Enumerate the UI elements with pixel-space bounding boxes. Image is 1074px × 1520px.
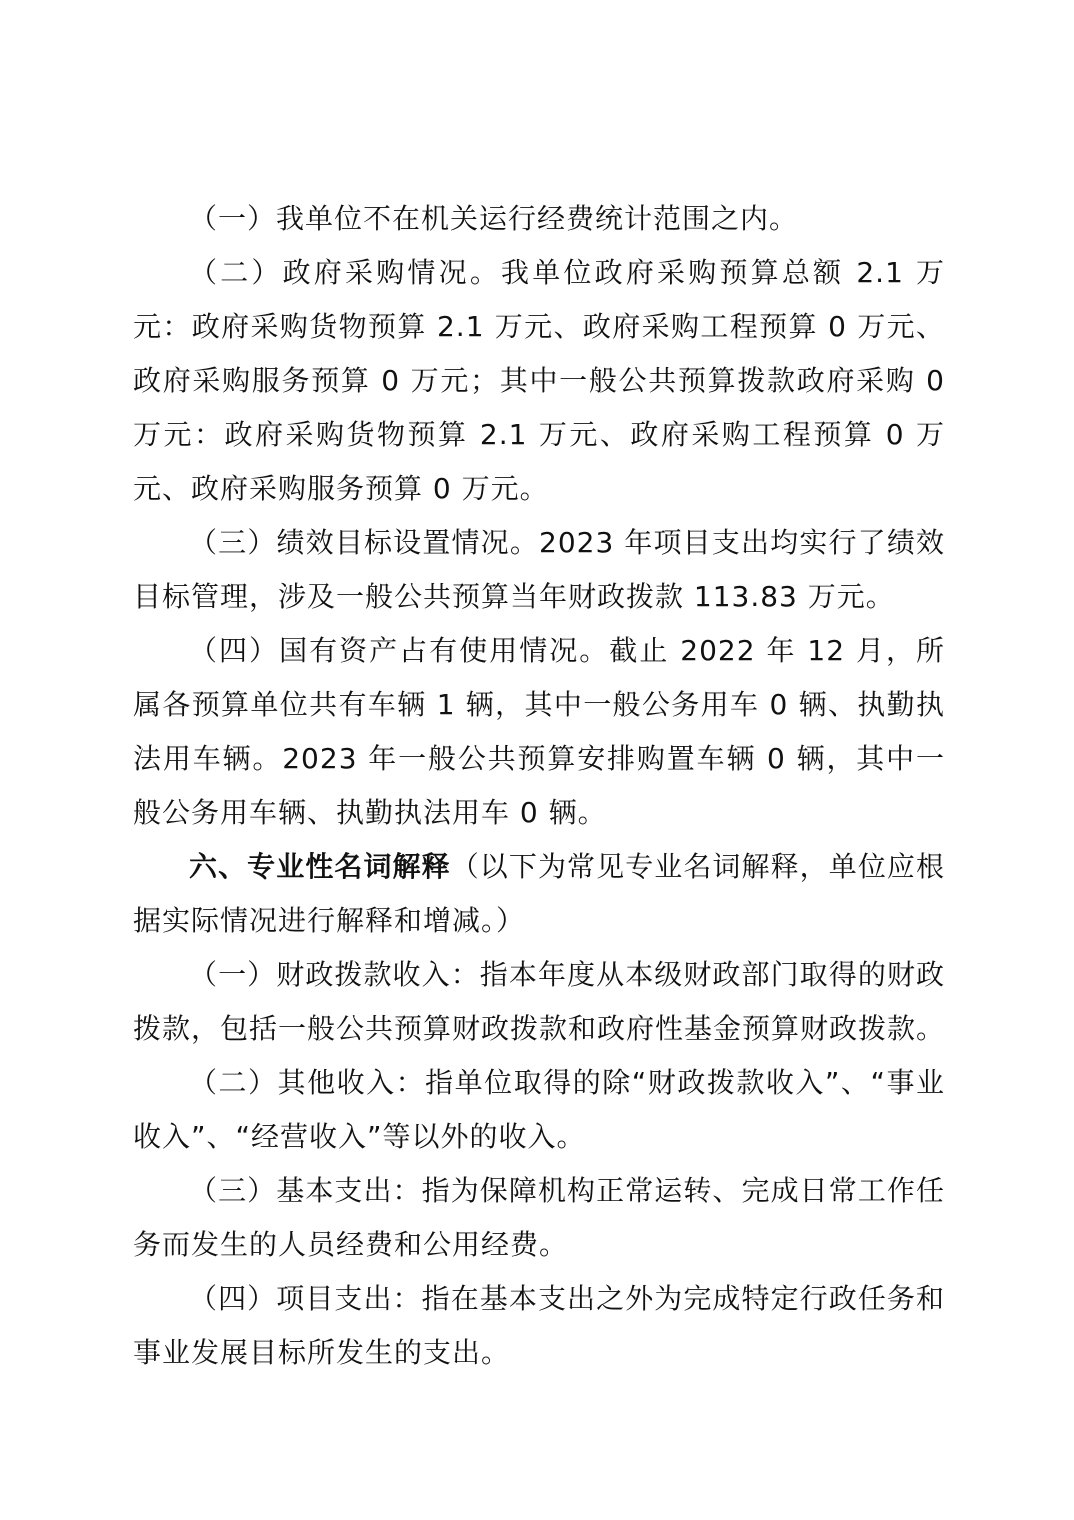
definition-basic-expenditure: （三）基本支出：指为保障机构正常运转、完成日常工作任务而发生的人员经费和公用经费。: [133, 1174, 945, 1261]
document-body: [133, 192, 945, 1380]
section-six-heading: 六、专业性名词解释: [189, 850, 451, 883]
paragraph-state-assets: （四）国有资产占有使用情况。截止 2022 年 12 月，所属各预算单位共有车辆 1 辆，其中一般公务用车 0 辆、执勤执法用车辆。2023 年一般公共预算安排购置车辆 0 辆，其中一般公务用车辆、执勤执法用车 0 辆。: [133, 634, 945, 829]
definition-other-income: （二）其他收入：指单位取得的除“财政拨款收入”、“事业收入”、“经营收入”等以外的收入。: [133, 1066, 945, 1153]
paragraph-operating-expenses: （一）我单位不在机关运行经费统计范围之内。: [189, 202, 799, 235]
section-six: [133, 840, 945, 948]
paragraph-government-procurement: （二）政府采购情况。我单位政府采购预算总额 2.1 万元：政府采购货物预算 2.1 万元、政府采购工程预算 0 万元、政府采购服务预算 0 万元；其中一般公共预算拨款政府采购 0 万元：政府采购货物预算 2.1 万元、政府采购工程预算 0 万元、政府采购服务预算 0 万元。: [133, 256, 945, 505]
paragraph-performance-targets: （三）绩效目标设置情况。2023 年项目支出均实行了绩效目标管理，涉及一般公共预算当年财政拨款 113.83 万元。: [133, 526, 945, 613]
definition-fiscal-appropriation-income: （一）财政拨款收入：指本年度从本级财政部门取得的财政拨款，包括一般公共预算财政拨款和政府性基金预算财政拨款。: [133, 958, 946, 1045]
section-six-note: （以下为常见专业名词解释，单位应根据实际情况进行解释和增减。）: [133, 850, 945, 937]
definition-project-expenditure: （四）项目支出：指在基本支出之外为完成特定行政任务和事业发展目标所发生的支出。: [133, 1282, 945, 1369]
